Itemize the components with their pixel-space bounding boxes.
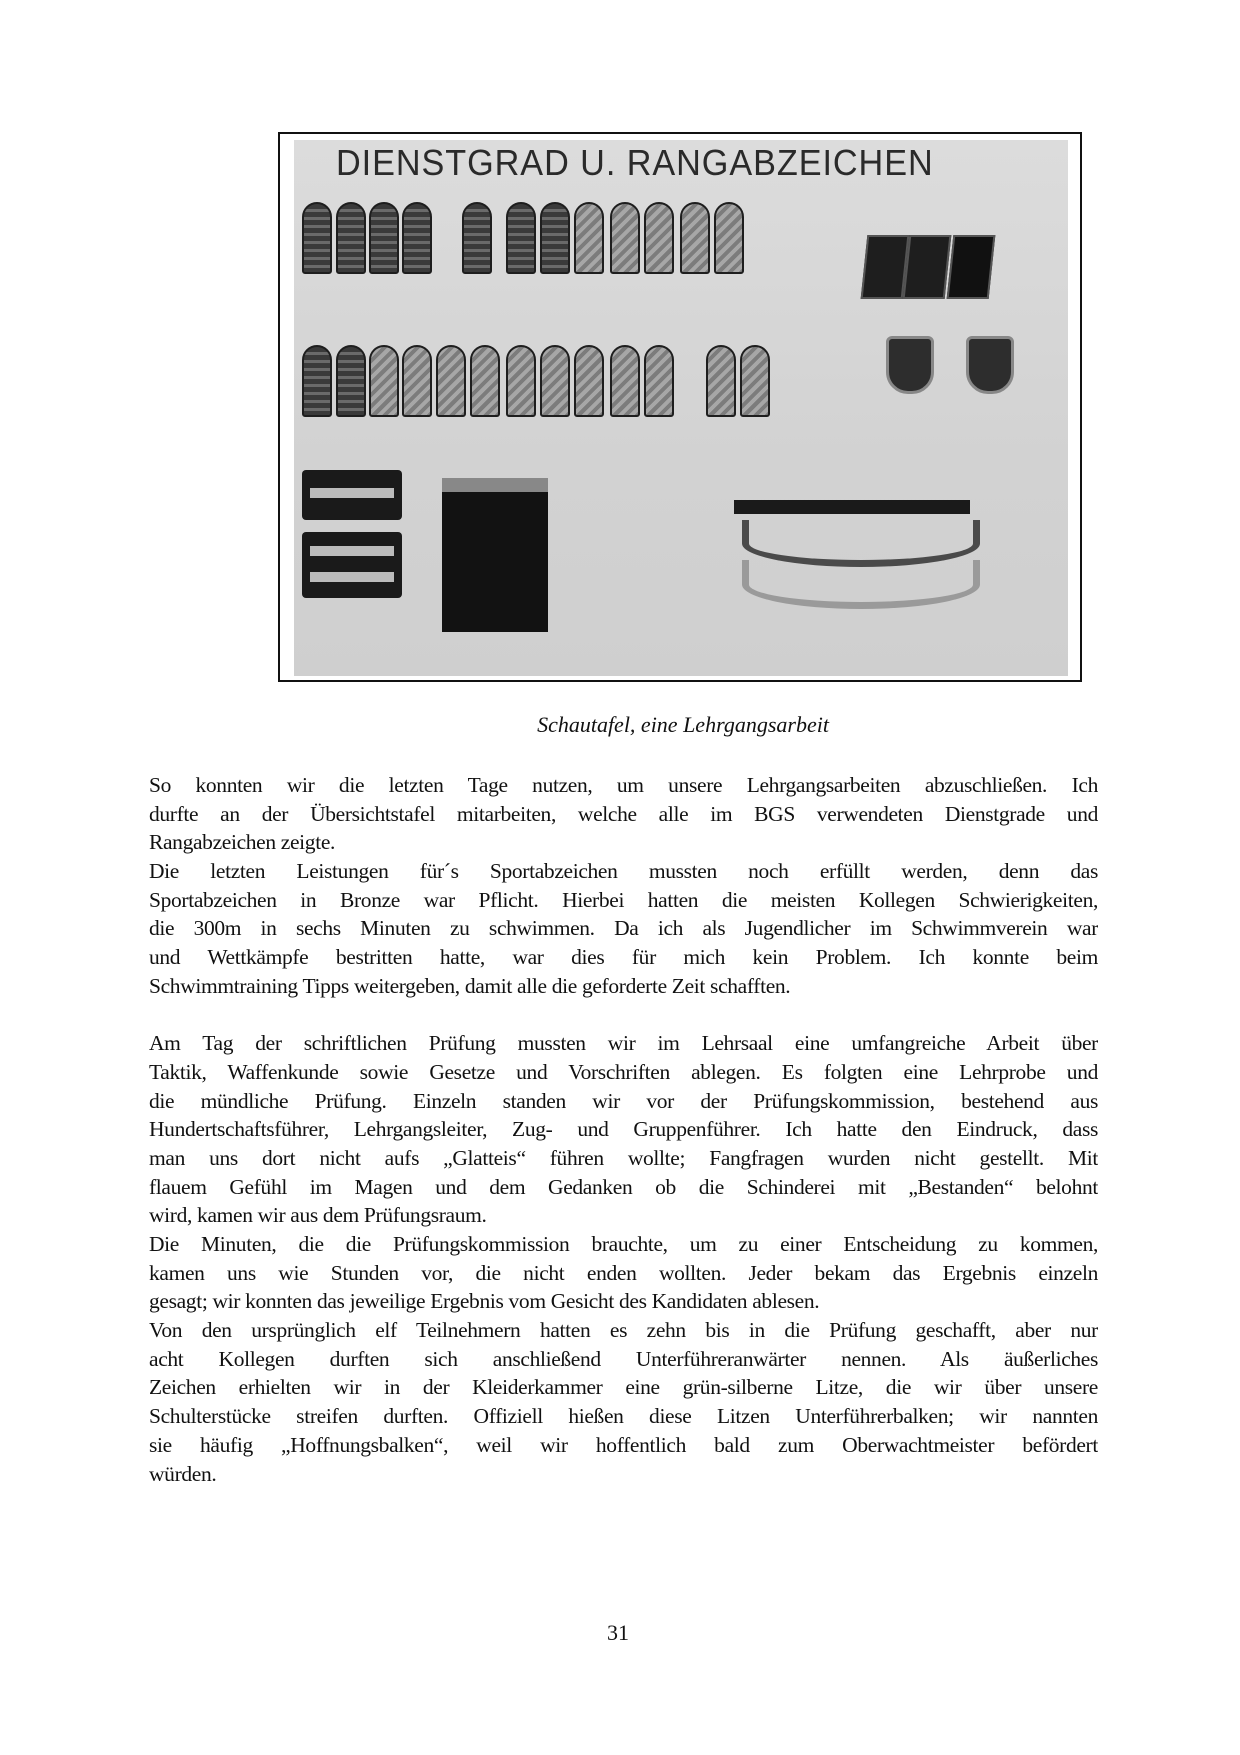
text-line: sie häufig „Hoffnungsbalken“, weil wir hoffentlich bald zum Oberwachtmeister befördert <box>149 1432 1098 1457</box>
shoulder-strap <box>540 202 570 274</box>
collar-tab <box>302 470 402 520</box>
text-line: Taktik, Waffenkunde sowie Gesetze und Vorschriften ablegen. Es folgten eine Lehrprobe und <box>149 1059 1098 1084</box>
text-line: würden. <box>149 1461 217 1486</box>
shoulder-strap <box>574 345 604 417</box>
collar-patch <box>861 235 910 299</box>
shoulder-strap <box>610 345 640 417</box>
shoulder-strap <box>302 345 332 417</box>
shoulder-strap <box>470 345 500 417</box>
chin-strap <box>734 500 970 514</box>
paragraph-gap <box>149 1001 1098 1030</box>
paragraph <box>149 771 1098 857</box>
shoulder-strap <box>369 345 399 417</box>
text-line: Von den ursprünglich elf Teilnehmern hatten es zehn bis in die Prüfung geschafft, aber nur <box>149 1318 1098 1343</box>
text-line: Schulterstücke streifen durften. Offiziell hießen diese Litzen Unterführerbalken; wir nannten <box>149 1404 1098 1429</box>
text-line: Rangabzeichen zeigte. <box>149 830 336 855</box>
text-line: wird, kamen wir aus dem Prüfungsraum. <box>149 1203 487 1228</box>
text-line: flauem Gefühl im Magen und dem Gedanken ob die Schinderei mit „Bestanden“ belohnt <box>149 1174 1098 1199</box>
text-line: Die Minuten, die die Prüfungskommission brauchte, um zu einer Entscheidung zu kommen, <box>149 1232 1098 1256</box>
collar-patch <box>947 235 996 299</box>
shoulder-strap <box>302 202 332 274</box>
text-line: die 300m in sechs Minuten zu schwimmen. Da ich als Jugendlicher im Schwimmverein war <box>149 916 1098 941</box>
sleeve-badge <box>886 336 934 394</box>
shoulder-strap <box>610 202 640 274</box>
shoulder-strap <box>402 345 432 417</box>
shoulder-strap <box>336 345 366 417</box>
cuff-band <box>442 478 548 632</box>
shoulder-strap <box>574 202 604 274</box>
cord <box>742 560 980 609</box>
shoulder-strap <box>706 345 736 417</box>
text-line: durfte an der Übersichtstafel mitarbeiten, welche alle im BGS verwendeten Dienstgrade und <box>149 801 1098 826</box>
photo-title: DIENSTGRAD U. RANGABZEICHEN <box>336 142 934 183</box>
shoulder-strap <box>402 202 432 274</box>
text-line: Hundertschaftsführer, Lehrgangsleiter, Zug- und Gruppenführer. Ich hatte den Eindruck, dass <box>149 1117 1098 1142</box>
shoulder-strap <box>740 345 770 417</box>
shoulder-strap <box>462 202 492 274</box>
shoulder-strap <box>644 345 674 417</box>
shoulder-strap <box>540 345 570 417</box>
collar-patch <box>903 235 952 299</box>
page-number: 31 <box>607 1620 629 1645</box>
shoulder-strap <box>369 202 399 274</box>
text-line: Die letzten Leistungen für´s Sportabzeichen mussten noch erfüllt werden, denn das <box>149 859 1098 884</box>
figure-caption: Schautafel, eine Lehrgangsarbeit <box>537 712 829 737</box>
text-line: kamen uns wie Stunden vor, die nicht enden wollten. Jeder bekam das Ergebnis einzeln <box>149 1260 1098 1285</box>
shoulder-strap <box>436 345 466 417</box>
text-line: und Wettkämpfe bestritten hatte, war dies für mich kein Problem. Ich konnte beim <box>149 945 1098 970</box>
shoulder-strap <box>714 202 744 274</box>
paragraph <box>149 1029 1098 1230</box>
text-line: Sportabzeichen in Bronze war Pflicht. Hierbei hatten die meisten Kollegen Schwierigkeiten, <box>149 887 1098 912</box>
shoulder-strap <box>680 202 710 274</box>
text-line: Am Tag der schriftlichen Prüfung mussten wir im Lehrsaal eine umfangreiche Arbeit über <box>149 1031 1098 1056</box>
shoulder-strap <box>506 202 536 274</box>
text-line: man uns dort nicht aufs „Glatteis“ führen wollte; Fangfragen wurden nicht gestellt. Mit <box>149 1145 1098 1170</box>
rank-insignia-photo <box>294 140 1068 676</box>
text-line: acht Kollegen durften sich anschließend Unterführeranwärter nennen. Als äußerliches <box>149 1346 1098 1371</box>
sleeve-badge <box>966 336 1014 394</box>
paragraph <box>149 1316 1098 1488</box>
text-line: gesagt; wir konnten das jeweilige Ergebnis vom Gesicht des Kandidaten ablesen. <box>149 1289 820 1314</box>
shoulder-strap <box>644 202 674 274</box>
body-text <box>149 771 1098 1488</box>
text-line: So konnten wir die letzten Tage nutzen, um unsere Lehrgangsarbeiten abzuschließen. Ich <box>149 773 1098 797</box>
shoulder-strap <box>336 202 366 274</box>
shoulder-strap <box>506 345 536 417</box>
text-line: Schwimmtraining Tipps weitergeben, damit alle die geforderte Zeit schafften. <box>149 973 791 998</box>
paragraph <box>149 1230 1098 1316</box>
paragraph <box>149 857 1098 1000</box>
text-line: die mündliche Prüfung. Einzeln standen wir vor der Prüfungskommission, bestehend aus <box>149 1088 1098 1113</box>
text-line: Zeichen erhielten wir in der Kleiderkammer eine grün-silberne Litze, die wir über unsere <box>149 1375 1098 1400</box>
collar-tab <box>302 532 402 598</box>
